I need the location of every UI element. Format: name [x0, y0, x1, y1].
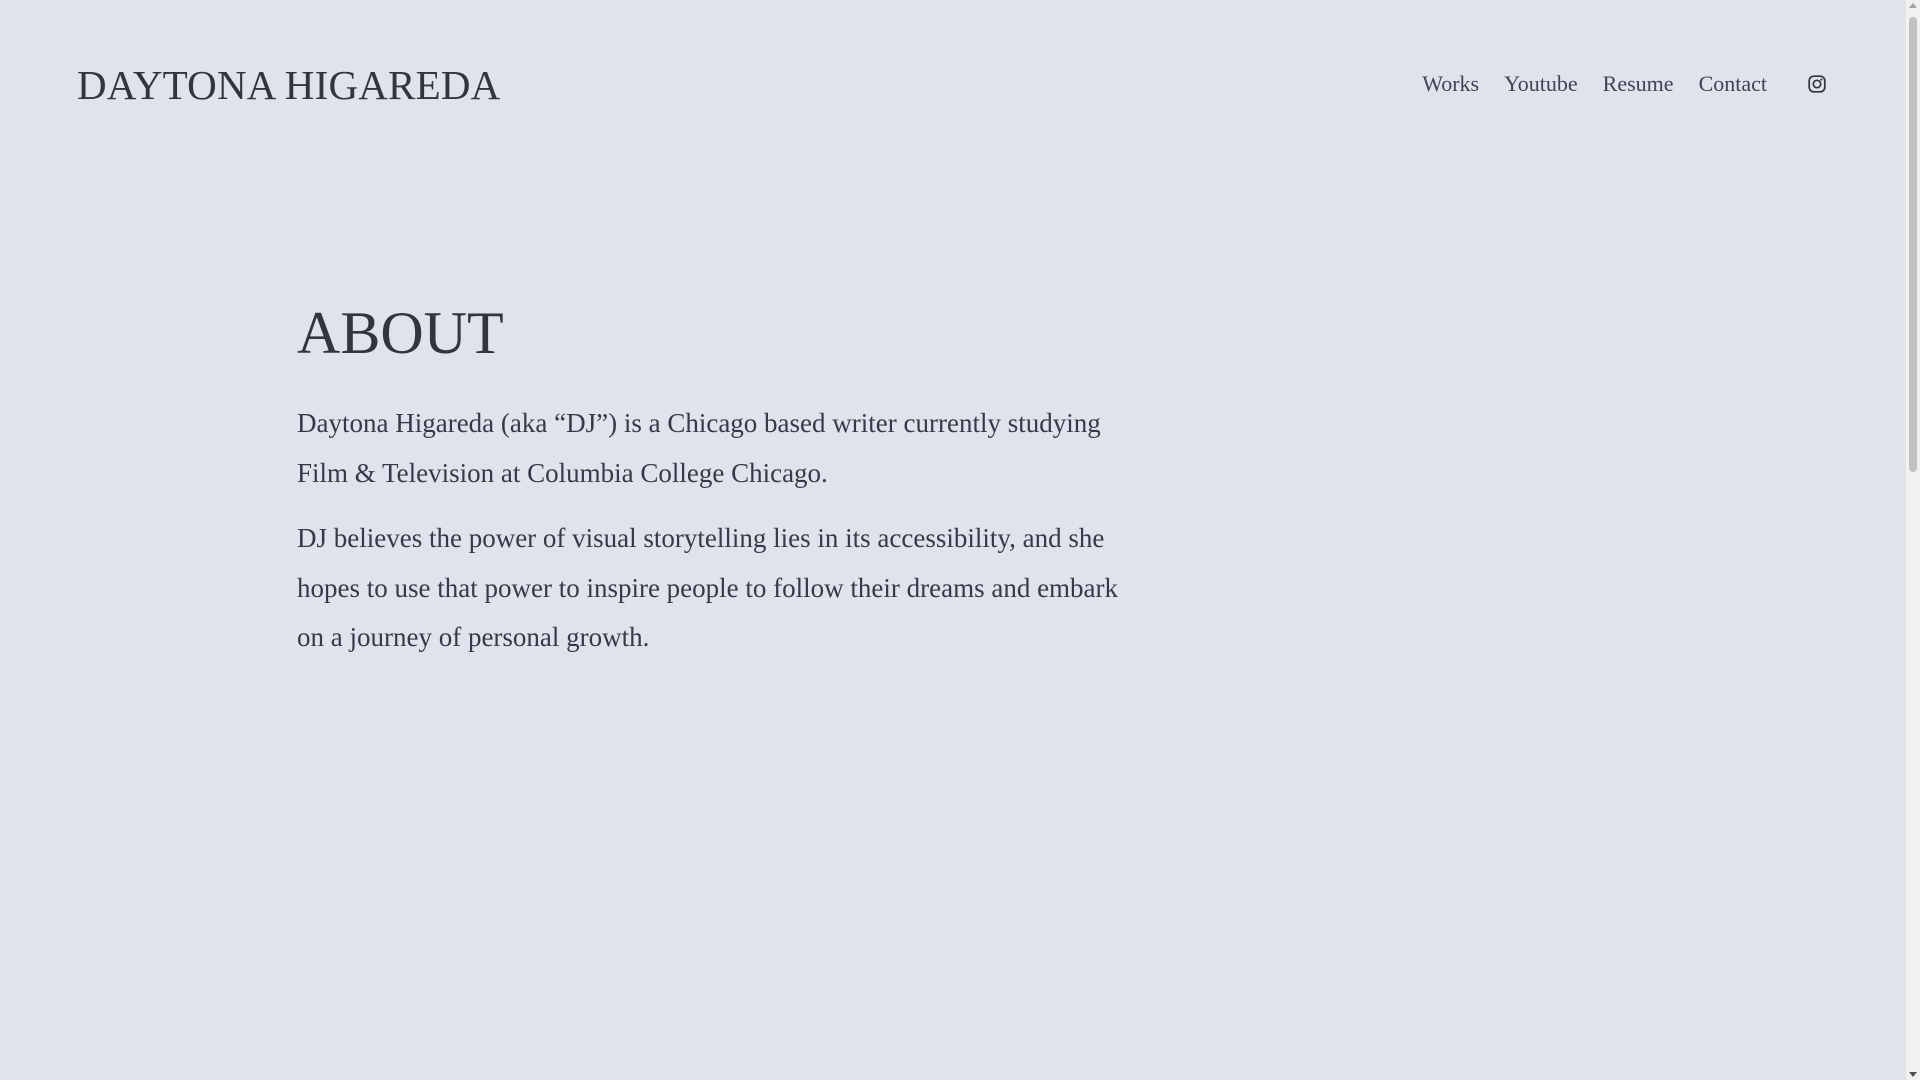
- site-title-link[interactable]: DAYTONA HIGAREDA: [77, 62, 501, 108]
- about-section: [297, 296, 1147, 663]
- nav-link-works[interactable]: Works: [1422, 71, 1480, 96]
- nav-link-youtube[interactable]: Youtube: [1504, 71, 1578, 96]
- nav-link-resume[interactable]: Resume: [1602, 71, 1674, 96]
- about-paragraph: DJ believes the power of visual storytelling lies in its accessibility, and she hopes to use that power to inspire people to follow their dreams and embark on a journey of personal growth.: [297, 523, 1119, 652]
- instagram-icon[interactable]: [1808, 75, 1826, 93]
- main-nav: [1397, 68, 1767, 100]
- scrollbar-thumb[interactable]: [1909, 17, 1917, 472]
- vertical-scrollbar[interactable]: [1905, 0, 1920, 1080]
- scroll-up-arrow-icon[interactable]: [1909, 3, 1917, 8]
- about-paragraph: Daytona Higareda (aka “DJ”) is a Chicago based writer currently studying Film & Television at Columbia College Chicago.: [297, 408, 1101, 488]
- nav-link-contact[interactable]: Contact: [1698, 71, 1767, 96]
- site-header: [0, 0, 1905, 170]
- page-title: ABOUT: [297, 300, 504, 366]
- scroll-down-arrow-icon[interactable]: [1909, 1072, 1917, 1077]
